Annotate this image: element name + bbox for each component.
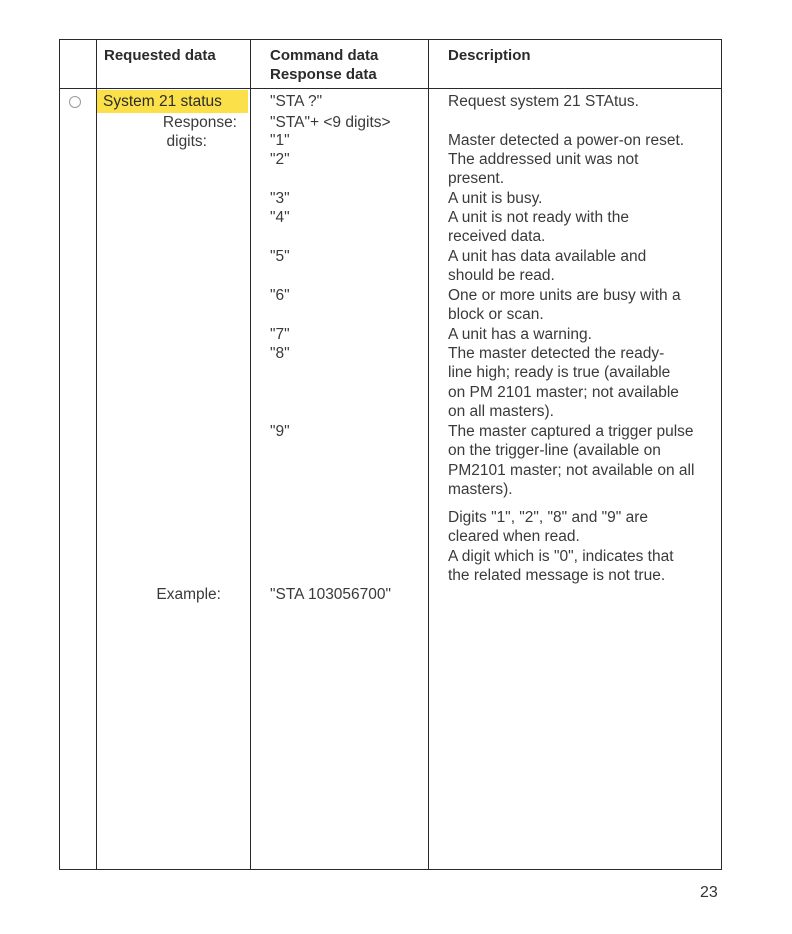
row-marker-icon xyxy=(69,96,81,108)
description-digit-6: One or more units are busy with a block or scan. xyxy=(448,287,681,324)
description-notes: Digits "1", "2", "8" and "9" are cleared when read. A digit which is "0", indicates that the related message is not true. xyxy=(448,509,674,585)
header-response-data: Response data xyxy=(270,66,377,83)
description-digit-4: A unit is not ready with the received data. xyxy=(448,209,629,246)
response-label: Response: xyxy=(162,114,237,131)
description-digit-1: Master detected a power-on reset. xyxy=(448,132,685,149)
digits-label: digits: xyxy=(166,133,207,150)
example-label: Example: xyxy=(156,586,221,603)
command-request: "STA ?" xyxy=(270,93,323,110)
digit-code: "5" xyxy=(270,248,290,265)
description-digit-8: The master detected the ready- line high; ready is true (available on PM 2101 master; not available on all masters). xyxy=(448,345,679,421)
column-divider xyxy=(250,39,251,870)
digit-code: "3" xyxy=(270,190,290,207)
description-request: Request system 21 STAtus. xyxy=(448,93,639,110)
requested-item: System 21 status xyxy=(103,93,222,110)
digit-code: "2" xyxy=(270,151,290,168)
header-divider xyxy=(59,88,722,89)
description-digit-9: The master captured a trigger pulse on the trigger-line (available on PM2101 master; not available on all masters). xyxy=(448,423,695,499)
command-response: "STA"+ <9 digits> xyxy=(270,114,391,131)
digit-code: "4" xyxy=(270,209,290,226)
description-digit-2: The addressed unit was not present. xyxy=(448,151,639,188)
page-number: 23 xyxy=(700,884,718,901)
column-divider xyxy=(96,39,97,870)
header-requested-data: Requested data xyxy=(104,47,216,64)
digit-code: "7" xyxy=(270,326,290,343)
description-digit-7: A unit has a warning. xyxy=(448,326,592,343)
digit-code: "9" xyxy=(270,423,290,440)
digit-code: "8" xyxy=(270,345,290,362)
column-divider xyxy=(428,39,429,870)
header-command-data: Command data xyxy=(270,47,379,64)
description-digit-5: A unit has data available and should be read. xyxy=(448,248,647,285)
digit-code: "1" xyxy=(270,132,290,149)
header-description: Description xyxy=(448,47,531,64)
requested-item-highlight xyxy=(97,90,248,113)
description-digit-3: A unit is busy. xyxy=(448,190,543,207)
example-value: "STA 103056700" xyxy=(270,586,392,603)
digit-code: "6" xyxy=(270,287,290,304)
